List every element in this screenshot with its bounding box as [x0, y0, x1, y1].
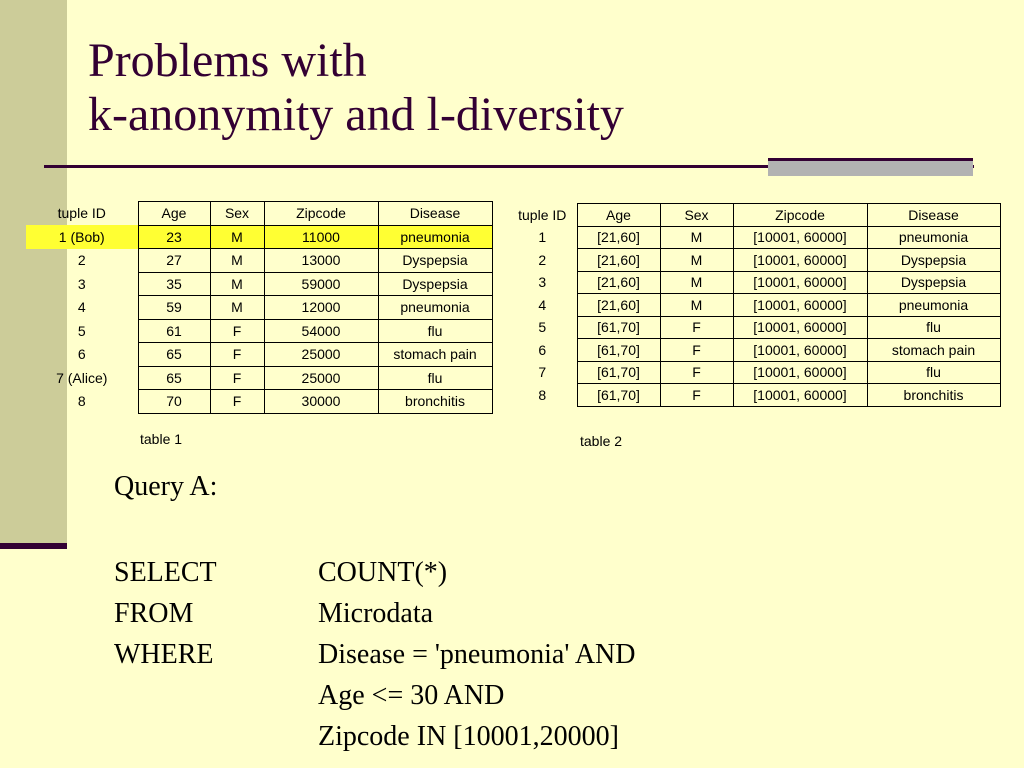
cell-tuple-id: 2	[77, 252, 86, 269]
cell-tuple-id: 5	[77, 322, 86, 339]
cell-zipcode: 30000	[264, 390, 378, 414]
cell-disease: pneumonia	[378, 296, 492, 320]
cell-disease: stomach pain	[867, 339, 1000, 362]
cell-age: [61,70]	[577, 384, 660, 407]
table-1-row	[26, 390, 492, 414]
cell-sex: M	[660, 249, 733, 272]
table-2-row	[508, 339, 1000, 362]
table-1-header-sex: Sex	[210, 202, 264, 226]
table-2-row	[508, 384, 1000, 407]
cell-age: 35	[138, 272, 210, 296]
cell-sex: M	[210, 272, 264, 296]
cell-disease: pneumonia	[867, 294, 1000, 317]
sql-where-condition-2: Age <= 30 AND	[318, 680, 505, 711]
table-1-row	[26, 296, 492, 320]
cell-age: 65	[138, 366, 210, 390]
sql-where-continuation-2	[114, 716, 636, 757]
sql-where-condition-3: Zipcode IN [10001,20000]	[318, 721, 619, 752]
cell-sex: F	[660, 384, 733, 407]
cell-age: 70	[138, 390, 210, 414]
table-1-caption: table 1	[140, 431, 183, 447]
table-1-header-zipcode: Zipcode	[264, 202, 378, 226]
table-1-header-age: Age	[138, 202, 210, 226]
cell-sex: M	[660, 271, 733, 294]
cell-age: 65	[138, 343, 210, 367]
cell-zipcode: 25000	[264, 366, 378, 390]
cell-zipcode: [10001, 60000]	[733, 226, 867, 249]
cell-tuple-id: 3	[538, 274, 547, 291]
sql-from-keyword: FROM	[114, 598, 194, 629]
cell-sex: M	[210, 225, 264, 249]
table-1-row	[26, 343, 492, 367]
cell-zipcode: [10001, 60000]	[733, 316, 867, 339]
cell-tuple-id: 8	[77, 393, 86, 410]
table-2-row	[508, 294, 1000, 317]
cell-tuple-id: 6	[77, 346, 86, 363]
sql-from-argument: Microdata	[318, 598, 434, 629]
table-1	[26, 201, 493, 414]
cell-disease: stomach pain	[378, 343, 492, 367]
table-2-header-tuple-id: tuple ID	[518, 206, 567, 223]
cell-sex: F	[660, 316, 733, 339]
sql-where-keyword: WHERE	[114, 639, 214, 670]
table-2-row	[508, 226, 1000, 249]
cell-tuple-id: 2	[538, 251, 547, 268]
table-2-row	[508, 361, 1000, 384]
cell-age: 23	[138, 225, 210, 249]
cell-age: 59	[138, 296, 210, 320]
cell-sex: M	[660, 294, 733, 317]
sql-indent	[114, 675, 318, 716]
cell-age: [21,60]	[577, 226, 660, 249]
cell-sex: F	[210, 343, 264, 367]
cell-age: 61	[138, 319, 210, 343]
slide-title	[88, 34, 624, 142]
table-2-header-sex: Sex	[660, 204, 733, 227]
table-1-body	[26, 225, 492, 413]
cell-zipcode: 59000	[264, 272, 378, 296]
cell-tuple-id: 7	[538, 364, 547, 381]
table-2-row	[508, 249, 1000, 272]
cell-disease: flu	[867, 361, 1000, 384]
sql-select-row	[114, 552, 636, 593]
table-2-header-zipcode: Zipcode	[733, 204, 867, 227]
cell-zipcode: [10001, 60000]	[733, 339, 867, 362]
cell-tuple-id: 8	[538, 386, 547, 403]
cell-zipcode: [10001, 60000]	[733, 384, 867, 407]
cell-zipcode: [10001, 60000]	[733, 294, 867, 317]
sql-where-continuation-1	[114, 675, 636, 716]
table-2-header-row	[508, 204, 1000, 227]
cell-disease: Dyspepsia	[378, 272, 492, 296]
table-2-row	[508, 271, 1000, 294]
cell-zipcode: 12000	[264, 296, 378, 320]
cell-sex: F	[210, 366, 264, 390]
sql-from-row	[114, 593, 636, 634]
cell-zipcode: 13000	[264, 249, 378, 273]
cell-age: [21,60]	[577, 271, 660, 294]
cell-sex: F	[210, 319, 264, 343]
table-2	[508, 203, 1001, 407]
cell-zipcode: 25000	[264, 343, 378, 367]
cell-tuple-id: 6	[538, 341, 547, 358]
cell-age: [21,60]	[577, 294, 660, 317]
table-2-body	[508, 226, 1000, 406]
cell-age: [21,60]	[577, 249, 660, 272]
cell-age: [61,70]	[577, 339, 660, 362]
cell-zipcode: 54000	[264, 319, 378, 343]
cell-age: [61,70]	[577, 361, 660, 384]
cell-zipcode: [10001, 60000]	[733, 271, 867, 294]
cell-disease: pneumonia	[867, 226, 1000, 249]
cell-tuple-id: 1	[538, 229, 547, 246]
cell-tuple-id: 4	[538, 296, 547, 313]
sql-query	[114, 552, 636, 757]
table-1-row	[26, 249, 492, 273]
sql-select-keyword: SELECT	[114, 557, 217, 588]
cell-sex: F	[210, 390, 264, 414]
sql-where-condition-1: Disease = 'pneumonia' AND	[318, 639, 636, 670]
sql-select-argument: COUNT(*)	[318, 557, 448, 588]
table-1-header-row	[26, 202, 492, 226]
cell-age: [61,70]	[577, 316, 660, 339]
cell-zipcode: [10001, 60000]	[733, 361, 867, 384]
query-title: Query A:	[114, 471, 218, 502]
cell-disease: flu	[867, 316, 1000, 339]
cell-zipcode: 11000	[264, 225, 378, 249]
table-1-row	[26, 225, 492, 249]
sql-where-row	[114, 634, 636, 675]
title-line-1: Problems with	[88, 34, 367, 87]
table-1-row	[26, 319, 492, 343]
cell-disease: Dyspepsia	[867, 271, 1000, 294]
cell-tuple-id: 7 (Alice)	[56, 369, 108, 386]
table-1-row	[26, 366, 492, 390]
sql-indent	[114, 716, 318, 757]
table-1-row	[26, 272, 492, 296]
cell-disease: bronchitis	[867, 384, 1000, 407]
table-2-caption: table 2	[580, 433, 623, 449]
table-2-row	[508, 316, 1000, 339]
sidebar-foot-rule	[0, 543, 67, 549]
table-1-header-tuple-id: tuple ID	[57, 205, 106, 222]
table-2-header-age: Age	[577, 204, 660, 227]
cell-sex: F	[660, 339, 733, 362]
cell-tuple-id: 5	[538, 319, 547, 336]
cell-disease: flu	[378, 319, 492, 343]
cell-disease: flu	[378, 366, 492, 390]
cell-sex: F	[660, 361, 733, 384]
title-line-2: k-anonymity and l-diversity	[88, 88, 624, 141]
cell-disease: Dyspepsia	[867, 249, 1000, 272]
cell-tuple-id: 4	[77, 299, 86, 316]
cell-tuple-id: 3	[77, 275, 86, 292]
cell-sex: M	[210, 249, 264, 273]
table-2-header-disease: Disease	[867, 204, 1000, 227]
cell-disease: pneumonia	[378, 225, 492, 249]
table-1-header-disease: Disease	[378, 202, 492, 226]
cell-zipcode: [10001, 60000]	[733, 249, 867, 272]
cell-sex: M	[210, 296, 264, 320]
cell-sex: M	[660, 226, 733, 249]
cell-disease: Dyspepsia	[378, 249, 492, 273]
cell-disease: bronchitis	[378, 390, 492, 414]
cell-tuple-id: 1 (Bob)	[26, 225, 138, 249]
cell-age: 27	[138, 249, 210, 273]
title-accent-bar	[768, 158, 973, 176]
